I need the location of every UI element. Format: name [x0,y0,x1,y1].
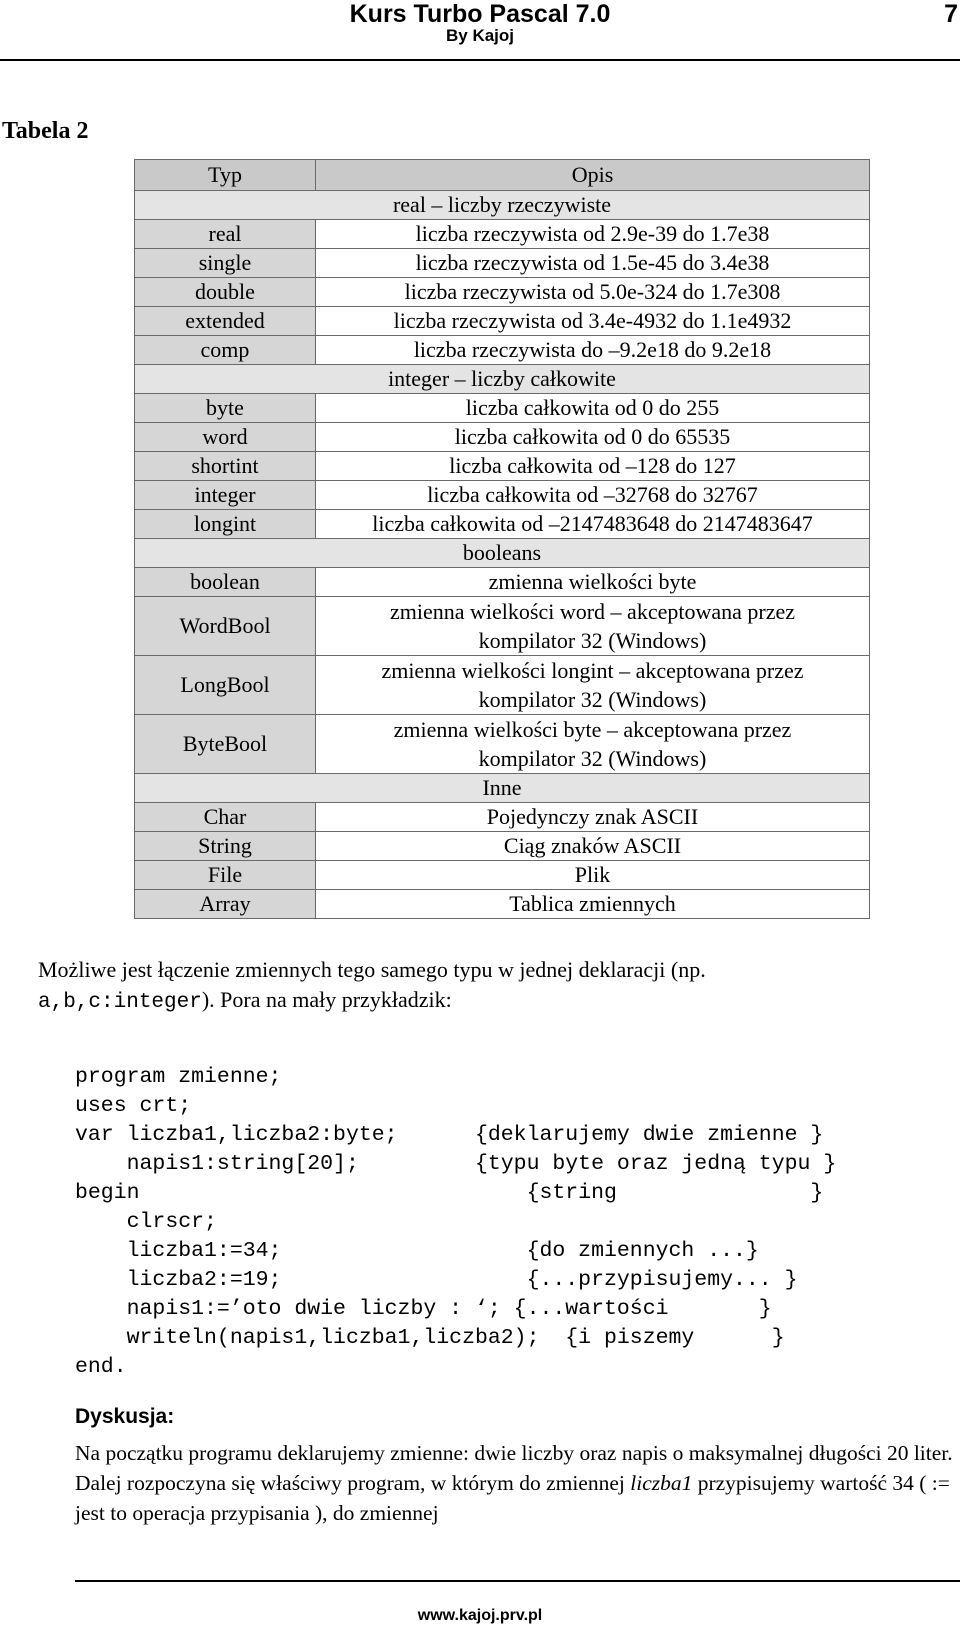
table-title: Tabela 2 [2,118,89,144]
discussion-italic-variable: liczba1 [630,1471,693,1495]
table-section-row [135,191,870,220]
table-row [135,568,870,597]
description-line: zmienna wielkości longint – akceptowana przez [381,658,804,683]
type-cell: String [135,832,316,861]
section-heading: real – liczby rzeczywiste [135,191,870,220]
code-line: clrscr; [75,1210,217,1234]
description-cell: zmienna wielkości byte [316,568,870,597]
type-cell: ByteBool [135,715,316,774]
table-row [135,803,870,832]
table-row [135,307,870,336]
table-section-row [135,365,870,394]
code-line: begin {string } [75,1181,824,1205]
description-cell [316,656,870,715]
page-header-title: Kurs Turbo Pascal 7.0 [349,0,611,28]
table-row [135,597,870,656]
type-cell: LongBool [135,656,316,715]
types-table [134,159,870,919]
intro-text-2: ). Pora na mały przykładzik: [201,987,452,1012]
description-line: zmienna wielkości word – akceptowana przez [390,599,795,624]
code-line: end. [75,1355,127,1379]
code-line: program zmienne; [75,1065,282,1089]
type-cell: File [135,861,316,890]
section-heading: booleans [135,539,870,568]
description-cell: liczba rzeczywista do –9.2e18 do 9.2e18 [316,336,870,365]
table-row [135,336,870,365]
description-cell: liczba całkowita od –32768 do 32767 [316,481,870,510]
description-cell: liczba całkowita od –2147483648 do 2147483647 [316,510,870,539]
type-cell: byte [135,394,316,423]
table-row [135,861,870,890]
intro-paragraph [38,955,918,1018]
type-cell: comp [135,336,316,365]
description-cell [316,715,870,774]
type-cell: Array [135,890,316,919]
description-cell: Tablica zmiennych [316,890,870,919]
code-block [75,1063,836,1382]
table-row [135,278,870,307]
code-line: napis1:string[20]; {typu byte oraz jedną typu } [75,1152,837,1176]
description-cell: liczba całkowita od 0 do 65535 [316,423,870,452]
page-header-subtitle: By Kajoj [445,26,515,45]
table-row [135,832,870,861]
discussion-text [75,1438,955,1528]
code-line: uses crt; [75,1094,192,1118]
description-line: kompilator 32 (Windows) [478,746,707,771]
table-row [135,452,870,481]
table-row [135,481,870,510]
description-cell: liczba rzeczywista od 3.4e-4932 do 1.1e4932 [316,307,870,336]
description-line: kompilator 32 (Windows) [478,687,707,712]
table-row [135,423,870,452]
table-row [135,510,870,539]
footer-rule [75,1580,960,1582]
description-line: zmienna wielkości byte – akceptowana przez [393,717,792,742]
description-cell: liczba całkowita od 0 do 255 [316,394,870,423]
description-cell: liczba rzeczywista od 5.0e-324 do 1.7e308 [316,278,870,307]
description-cell: Ciąg znaków ASCII [316,832,870,861]
table-row [135,220,870,249]
discussion-text-1: Na początku programu deklarujemy zmienne: dwie liczby oraz napis o maksymalnej długości 20 liter. Dalej rozpoczyna się właściwy program, w którym do zmiennej [75,1441,953,1495]
description-cell [316,597,870,656]
code-line: writeln(napis1,liczba1,liczba2); {i piszemy } [75,1326,785,1350]
page-number: 7 [944,0,958,28]
type-cell: real [135,220,316,249]
type-cell: shortint [135,452,316,481]
discussion-text-2: przypisujemy wartość 34 ( := jest to operacja przypisania ), do zmiennej [75,1471,950,1525]
intro-code: a,b,c:integer [38,991,202,1014]
footer-url: www.kajoj.prv.pl [417,1607,543,1624]
type-cell: extended [135,307,316,336]
type-cell: integer [135,481,316,510]
code-line: var liczba1,liczba2:byte; {deklarujemy dwie zmienne } [75,1123,824,1147]
description-cell: liczba całkowita od –128 do 127 [316,452,870,481]
section-heading: integer – liczby całkowite [135,365,870,394]
table-row [135,656,870,715]
discussion-title: Dyskusja: [75,1405,175,1428]
table-row [135,249,870,278]
table-row [135,890,870,919]
table-row [135,715,870,774]
intro-text: Możliwe jest łączenie zmiennych tego samego typu w jednej deklaracji (np. [38,957,706,982]
description-cell: Plik [316,861,870,890]
type-cell: double [135,278,316,307]
table-section-row [135,539,870,568]
code-line: liczba2:=19; {...przypisujemy... } [75,1268,798,1292]
code-line: napis1:=’oto dwie liczby : ‘; {...wartości } [75,1297,772,1321]
code-line: liczba1:=34; {do zmiennych ...} [75,1239,759,1263]
description-cell: liczba rzeczywista od 1.5e-45 do 3.4e38 [316,249,870,278]
column-header-description: Opis [316,160,870,191]
description-cell: Pojedynczy znak ASCII [316,803,870,832]
section-heading: Inne [135,774,870,803]
table-header-row [135,160,870,191]
type-cell: word [135,423,316,452]
description-line: kompilator 32 (Windows) [478,628,707,653]
type-cell: single [135,249,316,278]
type-cell: longint [135,510,316,539]
type-cell: Char [135,803,316,832]
table-section-row [135,774,870,803]
column-header-type: Typ [135,160,316,191]
header-rule [0,59,960,61]
type-cell: boolean [135,568,316,597]
description-cell: liczba rzeczywista od 2.9e-39 do 1.7e38 [316,220,870,249]
table-row [135,394,870,423]
type-cell: WordBool [135,597,316,656]
